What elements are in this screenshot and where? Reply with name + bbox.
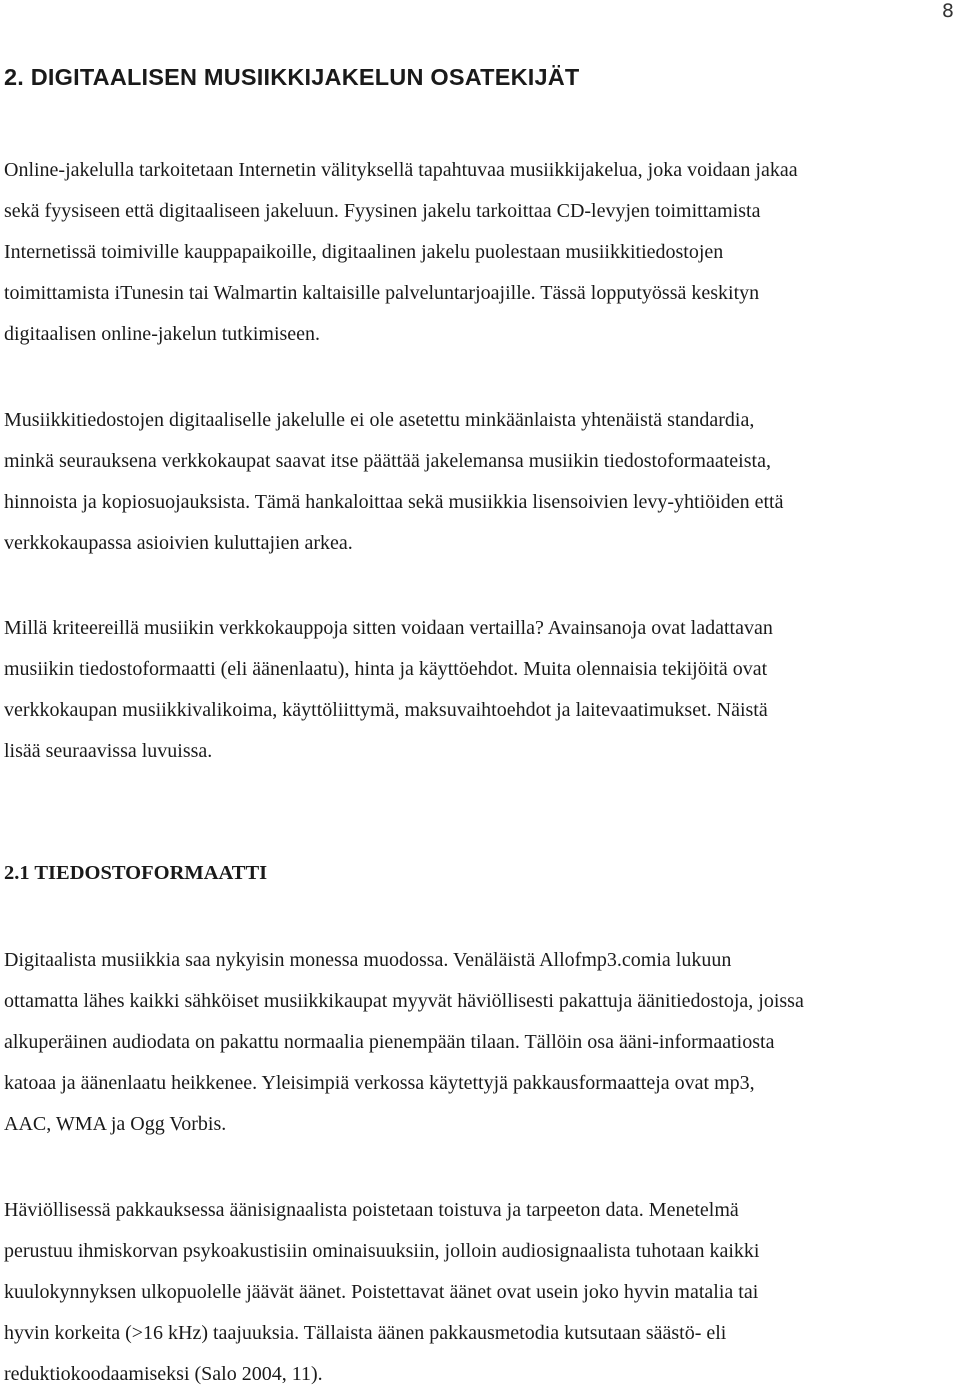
- text-line: hinnoista ja kopiosuojauksista. Tämä hankaloittaa sekä musiikkia lisensoivien levy-yhtiöiden että: [4, 491, 784, 513]
- paragraph-no-standard: [4, 400, 783, 564]
- section-title: 2.1 TIEDOSTOFORMAATTI: [4, 862, 268, 884]
- text-line: verkkokaupassa asioivien kuluttajien arkea.: [4, 532, 353, 554]
- text-line: perustuu ihmiskorvan psykoakustisiin ominaisuuksiin, jolloin audiosignaalista tuhotaan kaikki: [4, 1240, 760, 1262]
- text-line: Internetissä toimiville kauppapaikoille, digitaalinen jakelu puolestaan musiikkitiedostojen: [4, 241, 724, 263]
- text-line: Häviöllisessä pakkauksessa äänisignaalista poistetaan toistuva ja tarpeeton data. Menetelmä: [4, 1199, 739, 1221]
- text-line: minkä seurauksena verkkokaupat saavat itse päättää jakelemansa musiikin tiedostoformaateista,: [4, 450, 771, 472]
- text-line: alkuperäinen audiodata on pakattu normaalia pienempään tilaan. Tällöin osa ääni-informaatiosta: [4, 1031, 775, 1053]
- text-line: ottamatta lähes kaikki sähköiset musiikkikaupat myyvät häviöllisesti pakattuja äänitiedostoja, joissa: [4, 990, 804, 1012]
- page-number: 8: [941, 0, 954, 22]
- text-line: kuulokynnyksen ulkopuolelle jäävät äänet. Poistettavat äänet ovat usein joko hyvin matalia tai: [4, 1281, 759, 1303]
- paragraph-online-distribution: [4, 150, 798, 355]
- text-line: reduktiokoodaamiseksi (Salo 2004, 11).: [4, 1363, 323, 1385]
- text-line: sekä fyysiseen että digitaaliseen jakeluun. Fyysinen jakelu tarkoittaa CD-levyjen toimittamista: [4, 200, 761, 222]
- text-line: hyvin korkeita (>16 kHz) taajuuksia. Tällaista äänen pakkausmetodia kutsutaan säästö- eli: [4, 1322, 727, 1344]
- text-line: Online-jakelulla tarkoitetaan Internetin välityksellä tapahtuvaa musiikkijakelua, joka voidaan jakaa: [4, 159, 798, 181]
- text-line: Musiikkitiedostojen digitaaliselle jakelulle ei ole asetettu minkäänlaista yhtenäistä standardia,: [4, 409, 755, 431]
- paragraph-criteria: [4, 608, 773, 772]
- text-line: verkkokaupan musiikkivalikoima, käyttöliittymä, maksuvaihtoehdot ja laitevaatimukset. Näistä: [4, 699, 768, 721]
- text-line: katoaa ja äänenlaatu heikkenee. Yleisimpiä verkossa käytettyjä pakkausformaatteja ovat mp3,: [4, 1072, 755, 1094]
- text-line: digitaalisen online-jakelun tutkimiseen.: [4, 323, 321, 345]
- text-line: musiikin tiedostoformaatti (eli äänenlaatu), hinta ja käyttöehdot. Muita olennaisia tekijöitä ovat: [4, 658, 768, 680]
- text-line: AAC, WMA ja Ogg Vorbis.: [4, 1113, 227, 1135]
- text-line: Digitaalista musiikkia saa nykyisin monessa muodossa. Venäläistä Allofmp3.comia lukuun: [4, 949, 732, 971]
- text-line: toimittamista iTunesin tai Walmartin kaltaisille palveluntarjoajille. Tässä lopputyössä keskityn: [4, 282, 760, 304]
- paragraph-lossy-compression: [4, 1190, 760, 1395]
- chapter-title: 2. DIGITAALISEN MUSIIKKIJAKELUN OSATEKIJÄT: [4, 64, 580, 90]
- text-line: Millä kriteereillä musiikin verkkokauppoja sitten voidaan vertailla? Avainsanoja ovat ladattavan: [4, 617, 773, 639]
- text-line: lisää seuraavissa luvuissa.: [4, 740, 213, 762]
- paragraph-formats: [4, 940, 804, 1145]
